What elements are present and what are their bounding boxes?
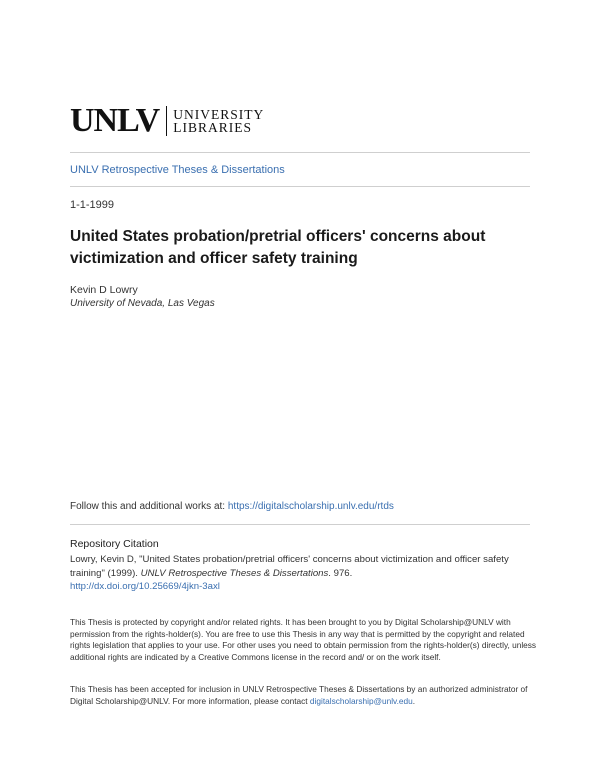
doi-link[interactable]: http://dx.doi.org/10.25669/4jkn-3axl (70, 581, 220, 592)
follow-text: Follow this and additional works at: (70, 501, 228, 512)
series-link[interactable]: UNLV Retrospective Theses & Dissertations (70, 164, 285, 176)
author-affiliation: University of Nevada, Las Vegas (70, 298, 215, 309)
thesis-title: United States probation/pretrial officers' concerns about victimization and officer safety training (70, 228, 486, 267)
rights-statement: This Thesis is protected by copyright and/or related rights. It has been brought to you by Digital Scholarship@UNLV with permission from the rights-holder(s). You are free to use this Thesis in any way that is permitted by the copyright and related rights legislation that applies to your use. For other uses you need to obtain permission from the rights-holder(s) directly, unless additional rights are indicated by a Creative Commons license in the record and/ or on the work itself. (70, 617, 537, 662)
logo-line-2: LIBRARIES (173, 120, 252, 135)
contact-email-link[interactable]: digitalscholarship@unlv.edu (309, 695, 413, 706)
citation-heading: Repository Citation (70, 538, 159, 550)
divider (70, 186, 530, 187)
divider (70, 524, 530, 525)
acceptance-statement (70, 684, 540, 707)
logo-mark: UNLV (70, 102, 160, 139)
follow-line (70, 501, 394, 512)
logo-subtitle (173, 108, 264, 134)
series-row (70, 164, 285, 176)
logo-line-1: UNIVERSITY (173, 107, 265, 122)
acceptance-end: . (412, 695, 416, 706)
collection-link[interactable]: https://digitalscholarship.unlv.edu/rtds (227, 501, 394, 512)
acceptance-text: This Thesis has been accepted for inclusion in UNLV Retrospective Theses & Dissertations by an authorized administrator of Digital Scholarship@UNLV. For more information, please contact (70, 684, 528, 706)
author-name: Kevin D Lowry (70, 284, 138, 296)
citation-text: Lowry, Kevin D, "United States probation/pretrial officers' concerns about victimization and officer safety training" (1999). (70, 554, 509, 579)
logo-divider (166, 106, 167, 136)
publication-date: 1-1-1999 (70, 199, 115, 211)
citation-body (70, 553, 540, 594)
unlv-libraries-logo[interactable] (70, 104, 264, 138)
citation-number: . 976. (328, 567, 353, 579)
citation-series: UNLV Retrospective Theses & Dissertations (140, 567, 329, 579)
divider (70, 152, 530, 153)
